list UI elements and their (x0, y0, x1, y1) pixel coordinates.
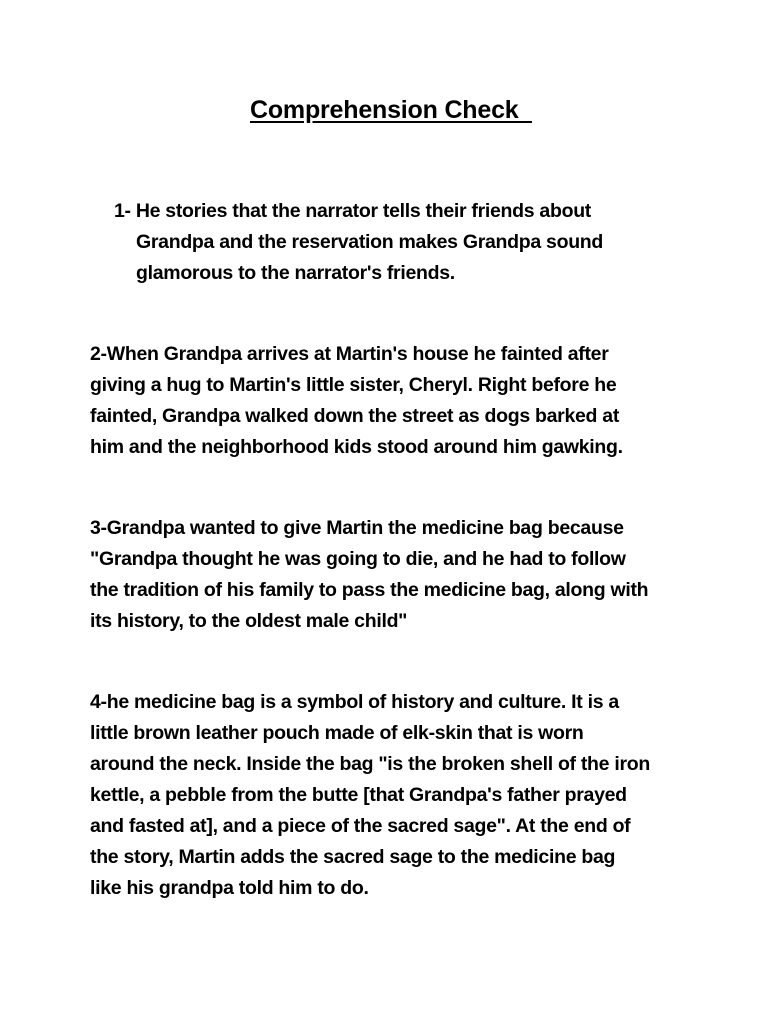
page-title: Comprehension Check (250, 96, 532, 124)
answer-2-line: him and the neighborhood kids stood around him gawking. (90, 436, 623, 458)
answer-3 (90, 513, 690, 637)
answer-1 (114, 196, 674, 289)
answer-3-line: its history, to the oldest male child" (90, 610, 408, 632)
answer-4-line: little brown leather pouch made of elk-skin that is worn (90, 722, 584, 744)
answer-2 (90, 339, 690, 463)
answer-4 (90, 687, 690, 904)
answer-1-line: Grandpa and the reservation makes Grandpa sound (136, 231, 604, 253)
answer-4-line: 4-he medicine bag is a symbol of history and culture. It is a (90, 691, 619, 713)
answer-3-line: 3-Grandpa wanted to give Martin the medicine bag because (90, 517, 624, 539)
answer-4-line: kettle, a pebble from the butte [that Grandpa's father prayed (90, 784, 627, 806)
answer-2-line: giving a hug to Martin's little sister, Cheryl. Right before he (90, 374, 617, 396)
answer-3-line: the tradition of his family to pass the medicine bag, along with (90, 579, 649, 601)
answer-4-line: the story, Martin adds the sacred sage to the medicine bag (90, 846, 616, 868)
answer-1-line: glamorous to the narrator's friends. (136, 262, 455, 284)
answer-4-line: and fasted at], and a piece of the sacred sage". At the end of (90, 815, 631, 837)
answer-4-line: like his grandpa told him to do. (90, 877, 369, 899)
answer-1-line: 1- He stories that the narrator tells their friends about (114, 200, 591, 222)
answer-2-line: 2-When Grandpa arrives at Martin's house he fainted after (90, 343, 609, 365)
answer-3-line: "Grandpa thought he was going to die, and he had to follow (90, 548, 626, 570)
answer-4-line: around the neck. Inside the bag "is the broken shell of the iron (90, 753, 650, 775)
answer-2-line: fainted, Grandpa walked down the street as dogs barked at (90, 405, 620, 427)
